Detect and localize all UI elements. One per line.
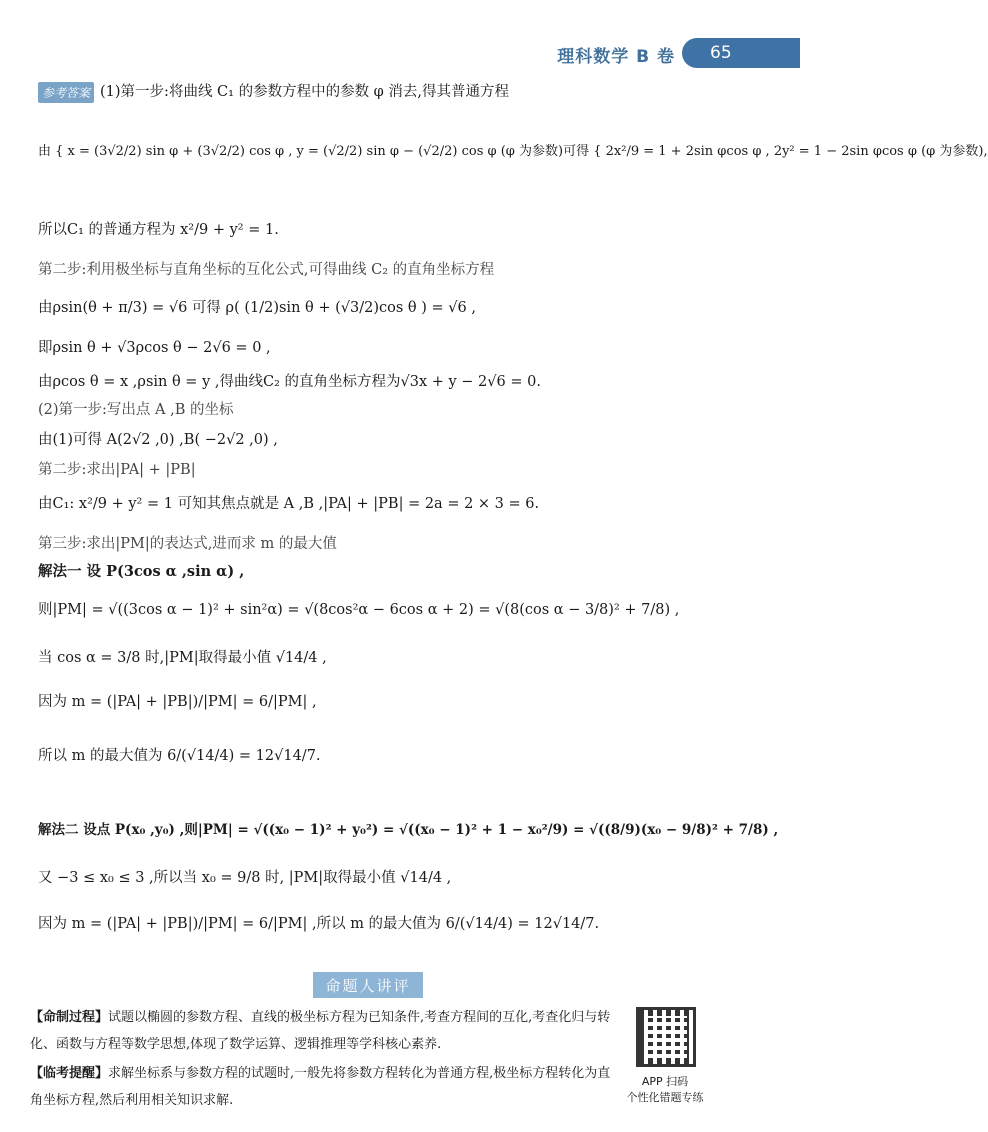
answer-line-6: 即ρsin θ + √3ρcos θ − 2√6 = 0 , xyxy=(38,340,271,356)
qr-code-icon[interactable] xyxy=(636,1007,696,1067)
header-title: 理科数学 B 卷 xyxy=(557,47,675,67)
page-number-badge xyxy=(682,38,800,68)
answer-line-4: 第二步:利用极坐标与直角坐标的互化公式,可得曲线 C₂ 的直角坐标方程 xyxy=(38,262,495,278)
answer-label: 参考答案 xyxy=(38,82,94,103)
answer-line-14: 则|PM| = √((3cos α − 1)² + sin²α) = √(8cos²α − 6cos α + 2) = √(8(cos α − 3/8)² + 7/8) , xyxy=(38,602,680,618)
answer-line-11: 由C₁: x²/9 + y² = 1 可知其焦点就是 A ,B ,|PA| + |PB| = 2a = 2 × 3 = 6. xyxy=(38,496,540,512)
page-header xyxy=(0,36,800,70)
answer-line-7: 由ρcos θ = x ,ρsin θ = y ,得曲线C₂ 的直角坐标方程为√3x + y − 2√6 = 0. xyxy=(38,374,541,390)
answer-line-2: 由 { x = (3√2/2) sin φ + (3√2/2) cos φ , y = (√2/2) sin φ − (√2/2) cos φ (φ 为参数)可得 { 2x²/9 = 1 + 2sin φcos φ , 2y² = 1 − 2sin φcos φ (φ 为参数), xyxy=(38,144,988,159)
commentary-banner: 命题人讲评 xyxy=(313,972,423,998)
answer-line-13: 解法一 设 P(3cos α ,sin α) , xyxy=(38,563,245,580)
answer-line-17: 所以 m 的最大值为 6/(√14/4) = 12√14/7. xyxy=(38,748,321,764)
answer-line-1: 参考答案 (1)第一步:将曲线 C₁ 的参数方程中的参数 φ 消去,得其普通方程 xyxy=(38,80,509,103)
answer-line-9: 由(1)可得 A(2√2 ,0) ,B( −2√2 ,0) , xyxy=(38,432,278,448)
answer-line-19: 又 −3 ≤ x₀ ≤ 3 ,所以当 x₀ = 9/8 时, |PM|取得最小值 √14/4 , xyxy=(38,870,452,886)
answer-line-10: 第二步:求出|PA| + |PB| xyxy=(38,462,196,478)
commentary-label-1: 【命制过程】 xyxy=(30,1010,109,1025)
answer-line-12: 第三步:求出|PM|的表达式,进而求 m 的最大值 xyxy=(38,536,337,552)
commentary-paragraph-2: 【临考提醒】求解坐标系与参数方程的试题时,一般先将参数方程转化为普通方程,极坐标方程转化为直角坐标方程,然后利用相关知识求解. xyxy=(30,1066,611,1108)
answer-line-20: 因为 m = (|PA| + |PB|)/|PM| = 6/|PM| ,所以 m 的最大值为 6/(√14/4) = 12√14/7. xyxy=(38,916,600,932)
answer-line-16: 因为 m = (|PA| + |PB|)/|PM| = 6/|PM| , xyxy=(38,694,317,710)
qr-label-practice: 个性化错题专练 xyxy=(626,1091,704,1104)
page-number: 65 xyxy=(710,43,732,63)
qr-label-scan: APP 扫码 xyxy=(641,1075,689,1088)
answer-line-18: 解法二 设点 P(x₀ ,y₀) ,则|PM| = √((x₀ − 1)² + y₀²) = √((x₀ − 1)² + 1 − x₀²/9) = √((8/9)(x₀ − 9/8)² + 7/8) , xyxy=(38,822,779,838)
answer-line-3: 所以C₁ 的普通方程为 x²/9 + y² = 1. xyxy=(38,222,279,238)
answer-line-15: 当 cos α = 3/8 时,|PM|取得最小值 √14/4 , xyxy=(38,650,327,666)
answer-line-5: 由ρsin(θ + π/3) = √6 可得 ρ( (1/2)sin θ + (√3/2)cos θ ) = √6 , xyxy=(38,300,476,316)
answer-line-8: (2)第一步:写出点 A ,B 的坐标 xyxy=(38,402,234,418)
commentary-paragraph-1: 【命制过程】试题以椭圆的参数方程、直线的极坐标方程为已知条件,考查方程间的互化,考查化归与转化、函数与方程等数学思想,体现了数学运算、逻辑推理等学科核心素养. xyxy=(30,1010,611,1052)
commentary-label-2: 【临考提醒】 xyxy=(30,1066,109,1081)
